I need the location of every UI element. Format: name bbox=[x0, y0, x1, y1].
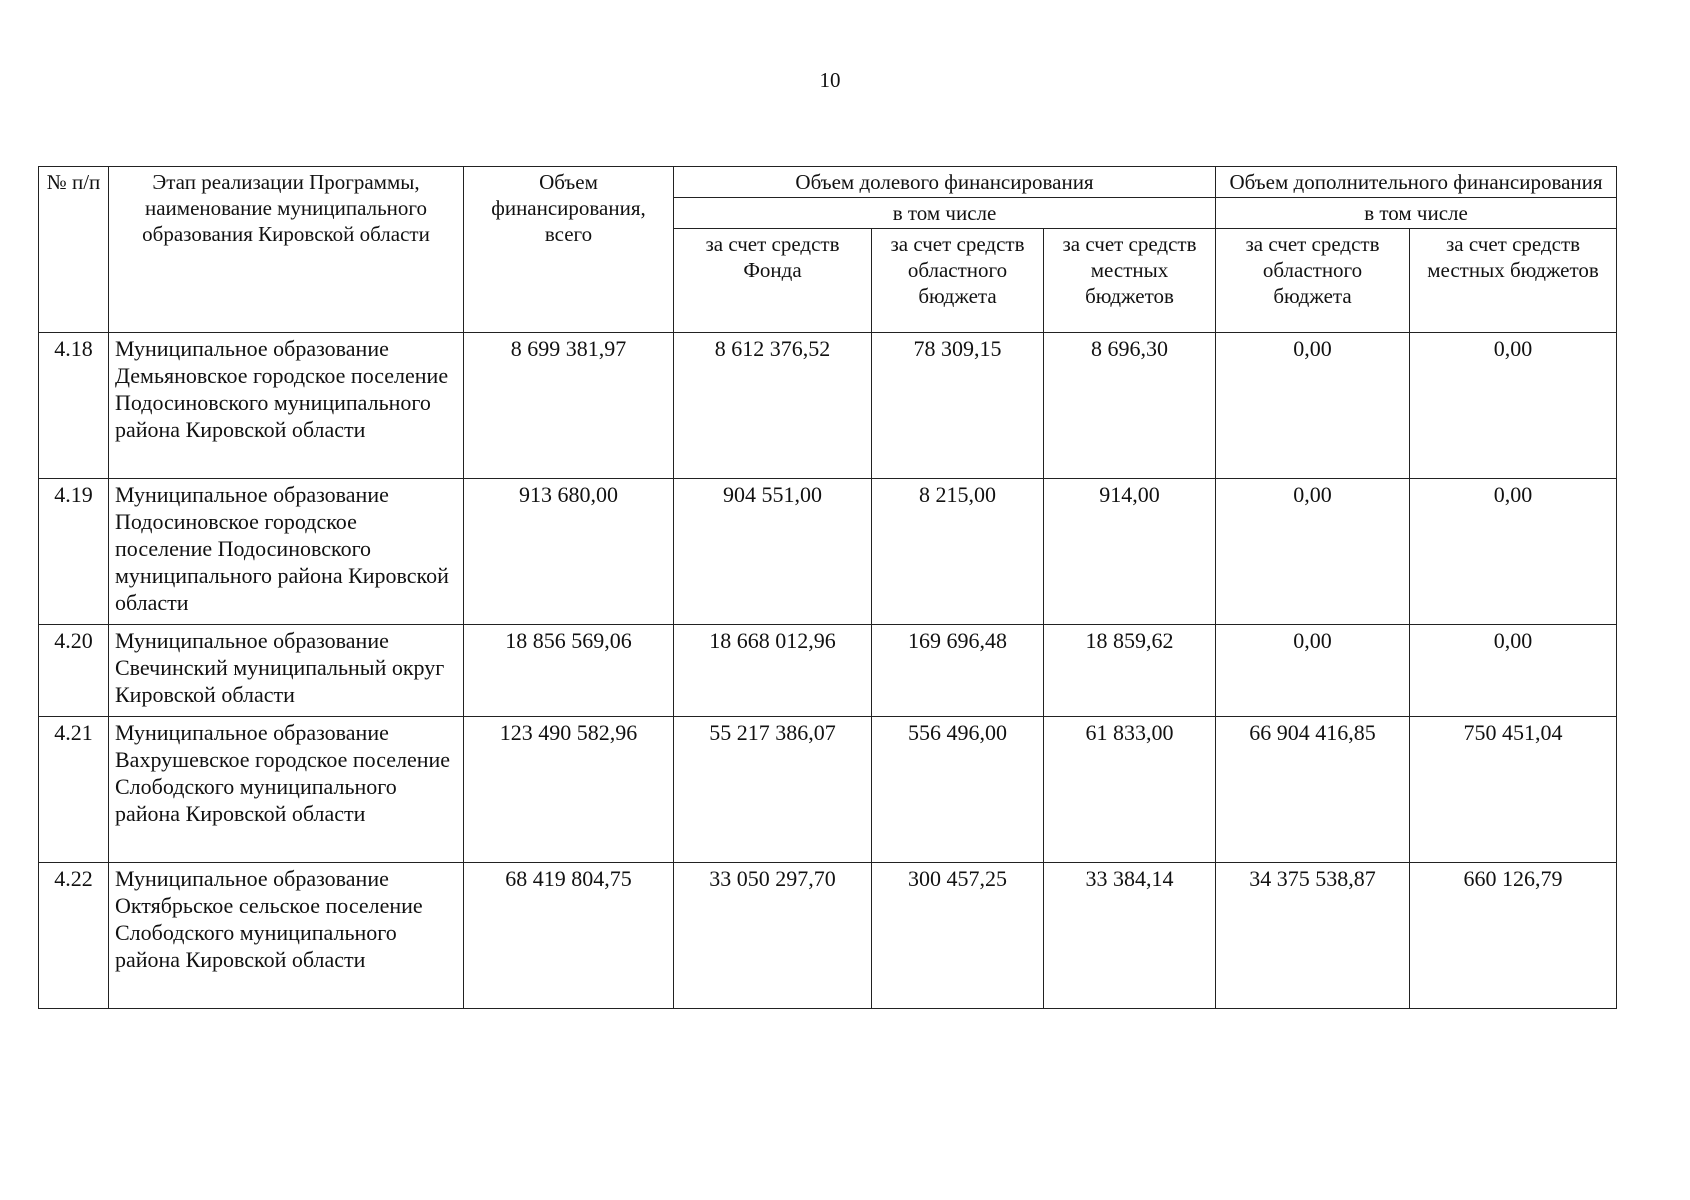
row-fund: 55 217 386,07 bbox=[674, 717, 872, 863]
row-additional-regional: 34 375 538,87 bbox=[1216, 863, 1410, 1009]
header-fund: за счет средств Фонда bbox=[674, 229, 872, 333]
header-additional-including: в том числе bbox=[1216, 198, 1617, 229]
header-index: № п/п bbox=[39, 167, 109, 333]
row-additional-regional: 0,00 bbox=[1216, 625, 1410, 717]
header-total: Объем финансирования, всего bbox=[464, 167, 674, 333]
table-row bbox=[39, 333, 1617, 479]
row-additional-regional: 0,00 bbox=[1216, 333, 1410, 479]
header-additional-funding: Объем дополнительного финансирования bbox=[1216, 167, 1617, 198]
funding-table bbox=[38, 166, 1617, 1009]
row-local: 33 384,14 bbox=[1044, 863, 1216, 1009]
row-regional: 78 309,15 bbox=[872, 333, 1044, 479]
table-row bbox=[39, 479, 1617, 625]
row-total: 68 419 804,75 bbox=[464, 863, 674, 1009]
row-fund: 8 612 376,52 bbox=[674, 333, 872, 479]
row-local: 18 859,62 bbox=[1044, 625, 1216, 717]
page-number: 10 bbox=[819, 68, 841, 92]
row-name: Муниципальное образование Октябрьское сельское поселение Слободского муниципального района Кировской области bbox=[109, 863, 464, 1009]
row-additional-regional: 0,00 bbox=[1216, 479, 1410, 625]
row-name: Муниципальное образование Подосиновское городское поселение Подосиновского муниципального района Кировской области bbox=[109, 479, 464, 625]
row-total: 913 680,00 bbox=[464, 479, 674, 625]
table-row bbox=[39, 863, 1617, 1009]
row-index: 4.19 bbox=[39, 479, 109, 625]
header-stage: Этап реализации Программы, наименование муниципального образования Кировской области bbox=[109, 167, 464, 333]
header-local-budgets: за счет средств местных бюджетов bbox=[1044, 229, 1216, 333]
row-additional-regional: 66 904 416,85 bbox=[1216, 717, 1410, 863]
row-additional-local: 750 451,04 bbox=[1410, 717, 1617, 863]
header-shared-including: в том числе bbox=[674, 198, 1216, 229]
header-shared-funding: Объем долевого финансирования bbox=[674, 167, 1216, 198]
row-fund: 18 668 012,96 bbox=[674, 625, 872, 717]
row-total: 18 856 569,06 bbox=[464, 625, 674, 717]
row-index: 4.22 bbox=[39, 863, 109, 1009]
row-additional-local: 0,00 bbox=[1410, 479, 1617, 625]
row-index: 4.18 bbox=[39, 333, 109, 479]
row-regional: 300 457,25 bbox=[872, 863, 1044, 1009]
row-name: Муниципальное образование Свечинский муниципальный округ Кировской области bbox=[109, 625, 464, 717]
row-fund: 904 551,00 bbox=[674, 479, 872, 625]
header-additional-regional-budget: за счет средств областного бюджета bbox=[1216, 229, 1410, 333]
row-regional: 8 215,00 bbox=[872, 479, 1044, 625]
row-total: 123 490 582,96 bbox=[464, 717, 674, 863]
table-row bbox=[39, 717, 1617, 863]
row-additional-local: 0,00 bbox=[1410, 333, 1617, 479]
row-local: 61 833,00 bbox=[1044, 717, 1216, 863]
table-header bbox=[39, 167, 1617, 333]
header-additional-local-budgets: за счет средств местных бюджетов bbox=[1410, 229, 1617, 333]
row-local: 914,00 bbox=[1044, 479, 1216, 625]
table-body bbox=[39, 333, 1617, 1009]
row-index: 4.21 bbox=[39, 717, 109, 863]
row-total: 8 699 381,97 bbox=[464, 333, 674, 479]
row-name: Муниципальное образование Демьяновское городское поселение Подосиновского муниципального района Кировской области bbox=[109, 333, 464, 479]
row-name: Муниципальное образование Вахрушевское городское поселение Слободского муниципального района Кировской области bbox=[109, 717, 464, 863]
row-fund: 33 050 297,70 bbox=[674, 863, 872, 1009]
row-regional: 556 496,00 bbox=[872, 717, 1044, 863]
row-index: 4.20 bbox=[39, 625, 109, 717]
row-local: 8 696,30 bbox=[1044, 333, 1216, 479]
header-regional-budget: за счет средств областного бюджета bbox=[872, 229, 1044, 333]
table-row bbox=[39, 625, 1617, 717]
row-regional: 169 696,48 bbox=[872, 625, 1044, 717]
row-additional-local: 0,00 bbox=[1410, 625, 1617, 717]
row-additional-local: 660 126,79 bbox=[1410, 863, 1617, 1009]
